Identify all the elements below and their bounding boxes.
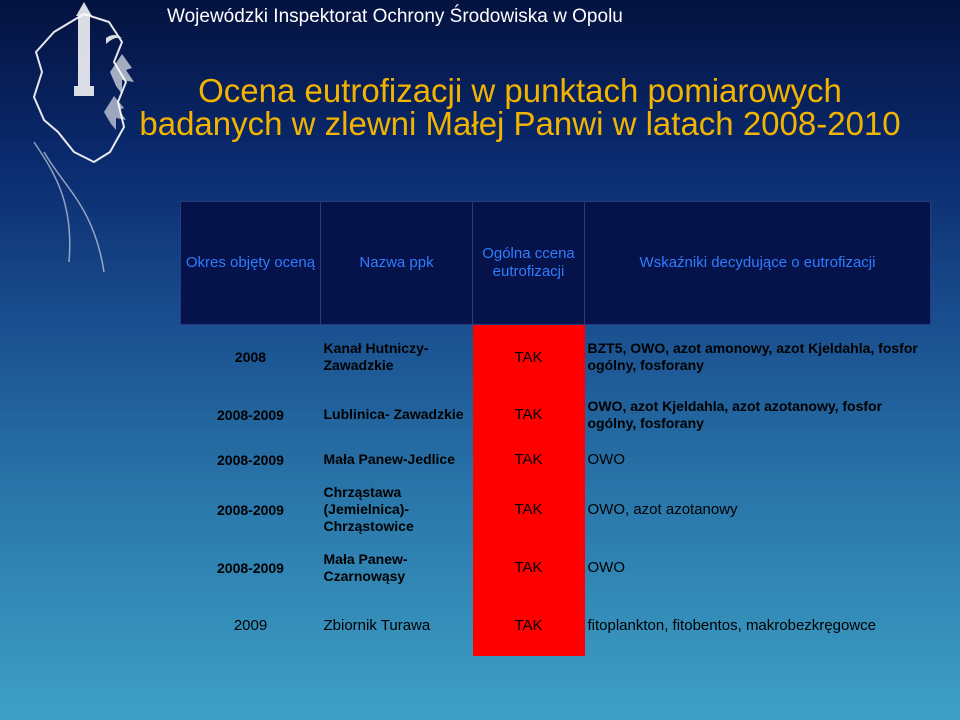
slide-title-line1: Ocena eutrofizacji w punktach pomiarowych bbox=[198, 72, 842, 109]
table-row bbox=[181, 390, 931, 440]
cell-period: 2008-2009 bbox=[217, 501, 284, 518]
cell-indicators: OWO, azot Kjeldahla, azot azotanowy, fosfor ogólny, fosforany bbox=[587, 397, 883, 431]
inspectorate-logo-icon bbox=[14, 2, 164, 302]
slide-title-line2: badanych w zlewni Małej Panwi w latach 2008-2010 bbox=[139, 105, 901, 142]
table-row bbox=[181, 480, 931, 540]
cell-assessment: TAK bbox=[473, 480, 585, 540]
cell-ppk: Chrząstawa (Jemielnica)- Chrząstowice bbox=[323, 484, 414, 534]
table-header-row bbox=[181, 202, 931, 325]
cell-period: 2009 bbox=[233, 617, 268, 634]
table-row bbox=[181, 540, 931, 596]
eutrophication-table bbox=[180, 201, 931, 656]
slide-title bbox=[0, 74, 960, 140]
cell-ppk: Mała Panew- Czarnowąsy bbox=[323, 550, 408, 584]
cell-period: 2008 bbox=[234, 349, 267, 366]
table-row bbox=[181, 596, 931, 656]
cell-assessment: TAK bbox=[473, 390, 585, 440]
cell-indicators: fitoplankton, fitobentos, makrobezkręgowce bbox=[587, 617, 876, 634]
header-ppk: Nazwa ppk bbox=[321, 202, 473, 325]
cell-ppk: Mała Panew-Jedlice bbox=[323, 451, 456, 467]
table-row bbox=[181, 325, 931, 390]
header-period: Okres objęty oceną bbox=[181, 202, 321, 325]
cell-period: 2008-2009 bbox=[217, 451, 284, 468]
cell-ppk: Lublinica- Zawadzkie bbox=[323, 406, 464, 422]
header-indicators: Wskaźniki decydujące o eutrofizacji bbox=[585, 202, 931, 325]
cell-assessment: TAK bbox=[473, 325, 585, 390]
cell-indicators: OWO, azot azotanowy bbox=[587, 501, 738, 518]
cell-assessment: TAK bbox=[473, 440, 585, 480]
cell-indicators: BZT5, OWO, azot amonowy, azot Kjeldahla, fosfor ogólny, fosforany bbox=[587, 340, 918, 374]
cell-period: 2008-2009 bbox=[217, 559, 284, 576]
cell-period: 2008-2009 bbox=[217, 406, 284, 423]
cell-assessment: TAK bbox=[473, 596, 585, 656]
cell-indicators: OWO bbox=[587, 451, 625, 468]
cell-indicators: OWO bbox=[587, 559, 625, 576]
organization-name: Wojewódzki Inspektorat Ochrony Środowiska w Opolu bbox=[167, 6, 623, 27]
header-assessment: Ogólna ccena eutrofizacji bbox=[473, 202, 585, 325]
cell-ppk: Kanał Hutniczy- Zawadzkie bbox=[323, 340, 429, 374]
cell-ppk: Zbiornik Turawa bbox=[323, 617, 431, 634]
table-row bbox=[181, 440, 931, 480]
cell-assessment: TAK bbox=[473, 540, 585, 596]
